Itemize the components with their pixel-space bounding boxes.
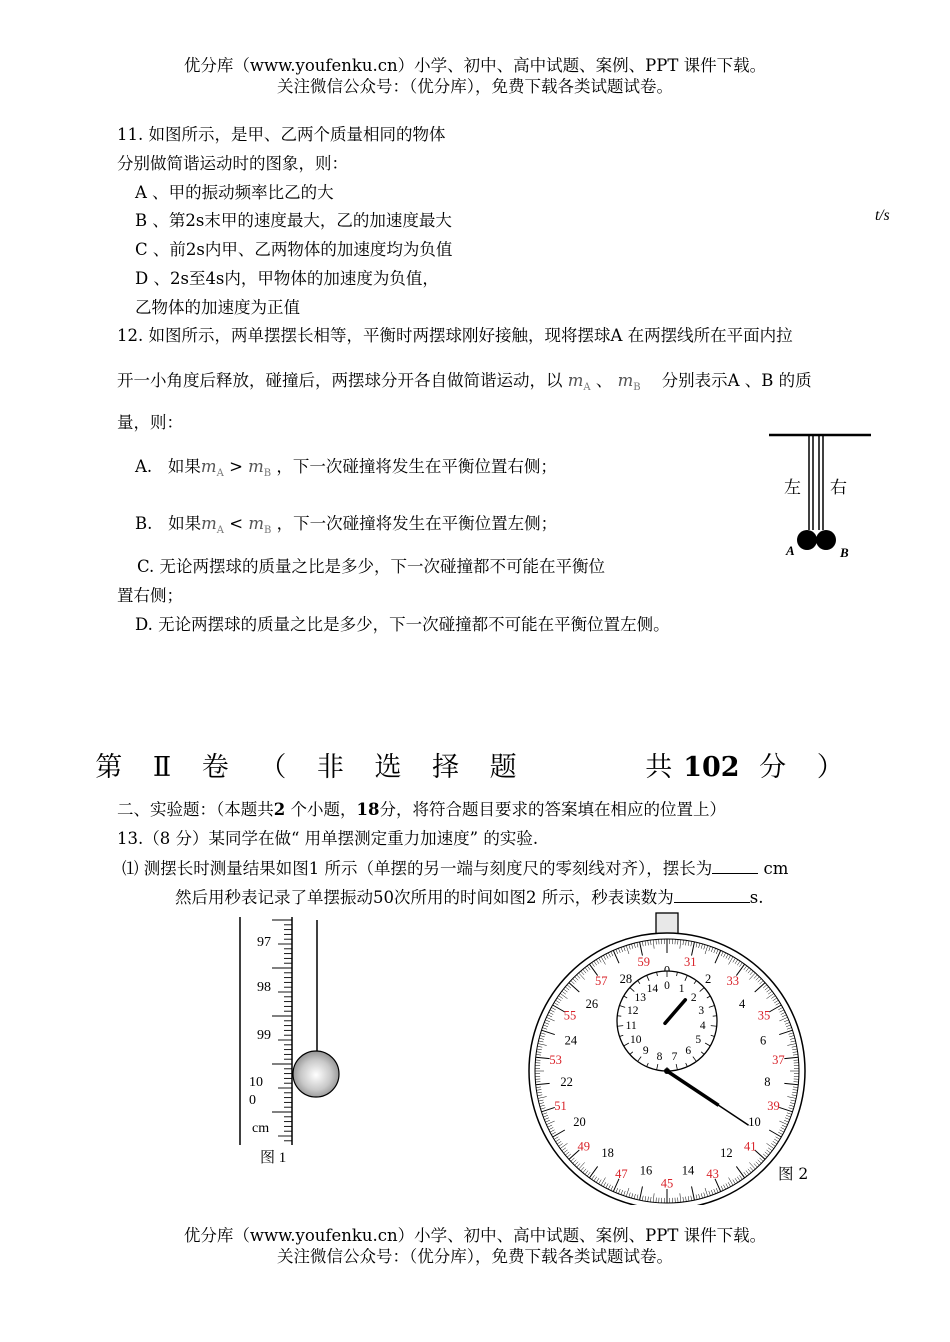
symbol-m: m [200, 457, 217, 476]
figure-1-caption: 图 1 [260, 1150, 287, 1166]
dial-label-red: 45 [660, 1176, 674, 1191]
q12-option-b [135, 510, 557, 536]
q11-option-a: A 、甲的振动频率比乙的大 [135, 183, 334, 202]
unit-s: s. [749, 888, 764, 907]
symbol-m: m [201, 514, 217, 533]
part-two-title [0, 745, 950, 784]
option-post: ，下一次碰撞将发生在平衡位置右侧； [276, 457, 557, 476]
q13-part-1-line-1 [122, 855, 788, 879]
subscript-b: B [264, 525, 272, 536]
dial-label-black: 14 [681, 1163, 695, 1178]
subdial-label: 1 [678, 983, 685, 996]
subscript-a: A [216, 468, 224, 479]
q12-stem-line-3: 量，则： [117, 413, 183, 432]
dial-label-black: 28 [619, 972, 633, 987]
symbol-m: m [567, 371, 584, 390]
subdial-label: 8 [656, 1051, 663, 1064]
dial-label-red: 49 [577, 1139, 591, 1154]
dial-label-red: 35 [757, 1008, 771, 1023]
figure-2-stopwatch [520, 905, 820, 1205]
option-label: A. [135, 457, 153, 476]
subdial-label: 12 [627, 1004, 639, 1017]
dial-label-black: 10 [748, 1115, 761, 1129]
q12-stem-line-2 [117, 367, 812, 393]
ball-b [816, 530, 836, 550]
figure-2-caption: 图 2 [778, 1165, 809, 1183]
dial-label-black: 18 [601, 1146, 614, 1161]
ball-a [797, 530, 817, 550]
q11-option-d-line-2: 乙物体的加速度为正值 [135, 298, 300, 317]
ruler-ticks [272, 920, 292, 1141]
dial-label-red: 55 [563, 1008, 577, 1023]
section-heading-post: 分，将符合题目要求的答案填在相应的位置上） [379, 800, 726, 819]
symbol-m: m [248, 457, 264, 476]
subdial-label: 7 [671, 1051, 678, 1064]
dial-label-red: 37 [772, 1052, 785, 1067]
dial-label-red: 53 [549, 1052, 562, 1067]
dial-label-black: 2 [704, 972, 712, 987]
dial-label-red: 59 [637, 954, 650, 969]
section-two-heading [117, 796, 726, 820]
q11-stem-line-1: 11. 如图所示，是甲、乙两个质量相同的物体 [117, 125, 446, 144]
dial-label-red: 57 [594, 973, 608, 988]
subdial-label: 10 [630, 1034, 642, 1046]
option-pre: 如果 [167, 457, 201, 476]
subscript-b: B [263, 468, 272, 479]
stopwatch-reading-blank[interactable] [674, 888, 750, 903]
section-points: 18 [356, 800, 380, 819]
dial-label-black: 6 [759, 1033, 767, 1048]
operator: > [229, 457, 243, 476]
option-pre: 如果 [168, 514, 202, 533]
subdial-label: 11 [625, 1019, 637, 1032]
ball-a-label: A [786, 543, 795, 558]
dial-label-black: 4 [738, 996, 746, 1011]
dial-label-black: 16 [639, 1163, 653, 1178]
q12-option-d: D. 无论两摆球的质量之比是多少，下一次碰撞都不可能在平衡位置左侧。 [135, 615, 670, 634]
footer-line-2: 关注微信公众号：（优分库），免费下载各类试题试卷。 [277, 1247, 673, 1266]
q13-part-2-text: 然后用秒表记录了单摆振动50次所用的时间如图2 所示，秒表读数为 [175, 888, 674, 907]
subscript-a: A [583, 382, 591, 393]
option-label: B. [135, 514, 153, 533]
header-line-2: 关注微信公众号：（优分库），免费下载各类试题试卷。 [277, 77, 673, 96]
subdial-label: 2 [690, 991, 697, 1004]
part-two-title-text: 第 Ⅱ 卷 （ 非 选 择 题 [95, 752, 528, 783]
ruler-unit-cm: cm [252, 1121, 270, 1136]
fig-left-label: 左 [784, 478, 801, 497]
hand-pivot [664, 1068, 670, 1074]
ball-b-label: B [840, 545, 849, 560]
q11-option-c: C 、前2s内甲、乙两物体的加速度均为负值 [135, 240, 453, 259]
q11-option-b: B 、第2s末甲的速度最大，乙的加速度最大 [135, 211, 452, 230]
dial-label-black: 20 [573, 1115, 586, 1129]
symbol-m: m [617, 371, 634, 390]
subdial-label: 14 [646, 983, 659, 996]
unit-cm: cm [763, 859, 789, 878]
symbol-m: m [248, 514, 264, 533]
q12-option-c-line-2: 置右侧； [117, 586, 183, 605]
q12-stem-2-post: 分别表示A 、B 的质 [661, 371, 812, 390]
part-two-title-gong: 共 [645, 752, 684, 783]
subscript-b: B [633, 382, 641, 393]
part-two-title-end: 分 ） [759, 752, 855, 783]
section-heading-pre: 二、实验题：（本题共 [117, 800, 274, 819]
part-two-score: 102 [683, 752, 740, 783]
q11-stem-line-2: 分别做简谐运动时的图象，则： [117, 154, 348, 173]
ruler-label-100-top: 10 [249, 1075, 263, 1090]
subdial-label: 6 [685, 1045, 692, 1058]
q13-part-1-text: ⑴ 测摆长时测量结果如图1 所示（单摆的另一端与刻度尺的零刻线对齐），摆长为 [122, 859, 713, 878]
q11-axis-label: t/s [875, 207, 890, 224]
section-question-count: 2 [273, 800, 286, 819]
dial-label-black: 22 [560, 1075, 573, 1090]
ruler-label-97: 97 [257, 935, 271, 950]
dial-label-red: 47 [615, 1166, 628, 1181]
q12-stem-2-sep: 、 [595, 371, 613, 390]
pendulum-length-blank[interactable] [712, 859, 758, 874]
subdial-label: 0 [664, 980, 670, 992]
section-heading-mid: 个小题， [285, 800, 357, 819]
dial-label-red: 31 [684, 954, 697, 969]
dial-label-red: 33 [726, 973, 740, 988]
q11-option-d-line-1: D 、2s至4s内，甲物体的加速度为负值， [135, 269, 439, 288]
header-line-1: 优分库（www.youfenku.cn）小学、初中、高中试题、案例、PPT 课件下载。 [183, 56, 767, 75]
option-post: ，下一次碰撞将发生在平衡位置左侧； [276, 514, 558, 533]
q13-stem: 13.（8 分）某同学在做“ 用单摆测定重力加速度” 的实验. [117, 829, 539, 848]
pendulum-bob [293, 1051, 339, 1097]
dial-label-red: 51 [554, 1099, 567, 1114]
pendulum-figure [765, 428, 875, 563]
fig-right-label: 右 [830, 478, 847, 497]
ruler-label-100-bottom: 0 [249, 1093, 256, 1108]
subdial-label: 9 [642, 1045, 649, 1058]
dial-label-black: 24 [564, 1033, 578, 1048]
dial-label-red: 39 [767, 1099, 780, 1114]
figure-1-ruler [230, 912, 350, 1172]
q12-stem-2-pre: 开一小角度后释放，碰撞后，两摆球分开各自做简谐运动，以 [117, 371, 563, 390]
subdial-label: 13 [634, 991, 646, 1004]
subdial-label: 4 [699, 1019, 706, 1032]
ruler-label-98: 98 [257, 980, 271, 995]
operator: < [229, 514, 244, 533]
ruler-label-99: 99 [257, 1028, 271, 1043]
dial-label-black: 8 [764, 1075, 771, 1090]
dial-label-black: 26 [585, 996, 599, 1011]
footer-line-1: 优分库（www.youfenku.cn）小学、初中、高中试题、案例、PPT 课件下载。 [183, 1226, 767, 1245]
dial-label-red: 41 [743, 1139, 757, 1154]
subdial-label: 5 [695, 1034, 702, 1046]
q12-option-a [135, 453, 557, 479]
dial-label-black: 12 [720, 1146, 733, 1161]
subdial-label: 3 [698, 1004, 705, 1017]
q12-stem-line-1: 12. 如图所示，两单摆摆长相等，平衡时两摆球刚好接触，现将摆球A 在两摆线所在平面内拉 [117, 326, 793, 345]
dial-label-red: 43 [706, 1166, 719, 1181]
q12-option-c-line-1: C. 无论两摆球的质量之比是多少，下一次碰撞都不可能在平衡位 [137, 557, 606, 576]
subscript-a: A [216, 525, 225, 536]
